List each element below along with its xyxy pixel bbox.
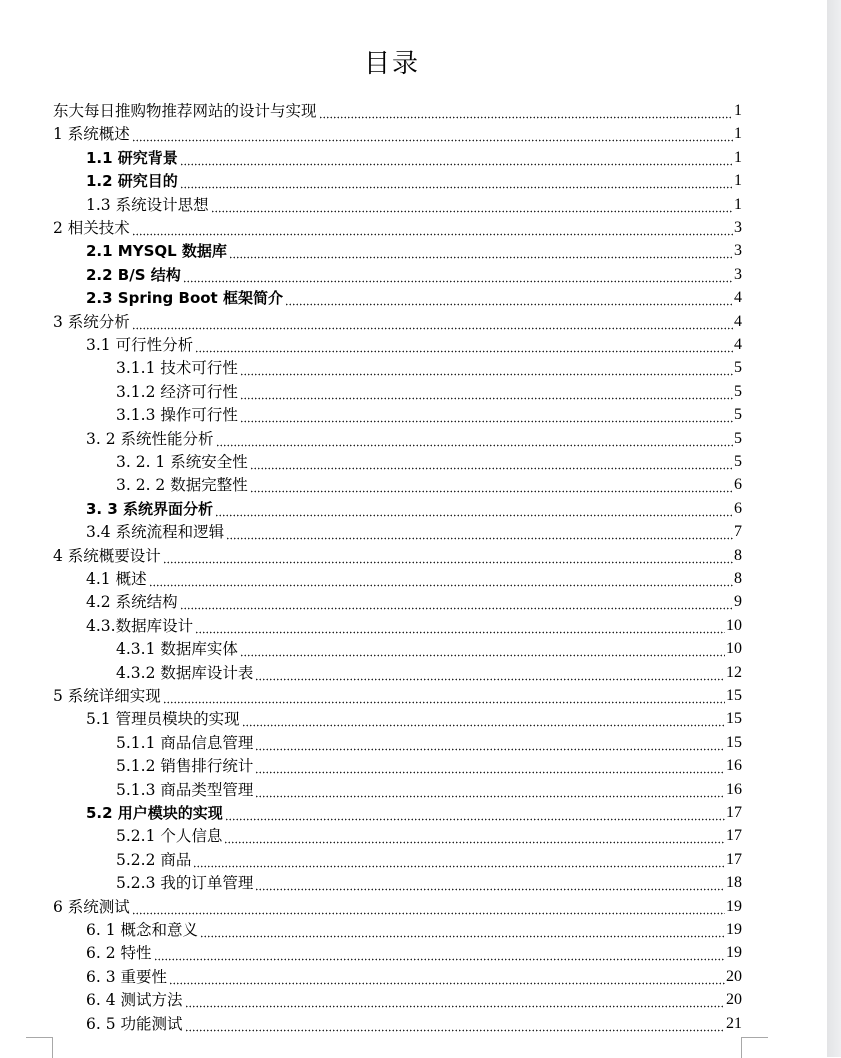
toc-entry-page-number: 20: [726, 991, 742, 1009]
toc-entry-label: 3. 2. 2 数据完整性: [116, 476, 248, 495]
toc-entry[interactable]: [86, 589, 742, 612]
toc-entry-label: 4.2 系统结构: [86, 593, 178, 612]
dot-leader: [240, 405, 733, 425]
toc-entry[interactable]: [116, 379, 742, 402]
dot-leader: [169, 967, 725, 987]
dot-leader: [193, 850, 725, 870]
toc-entry-page-number: 4: [734, 336, 742, 353]
toc-entry-page-number: 3: [734, 242, 742, 260]
toc-entry-label: 5.1.3 商品类型管理: [116, 780, 254, 799]
dot-leader: [149, 569, 733, 589]
page-corner-mark-right: [741, 1037, 768, 1058]
toc-entry[interactable]: [116, 823, 742, 846]
toc-entry-label: 5.2 用户模块的实现: [86, 804, 223, 822]
dot-leader: [154, 943, 725, 963]
toc-entry[interactable]: [86, 192, 742, 215]
toc-entry[interactable]: [116, 847, 742, 870]
toc-entry[interactable]: [116, 449, 742, 472]
toc-entry[interactable]: [116, 636, 742, 659]
toc-entry[interactable]: [53, 543, 742, 566]
dot-leader: [240, 358, 733, 378]
toc-entry-label: 3. 2. 1 系统安全性: [116, 453, 248, 471]
toc-entry-page-number: 5: [734, 453, 742, 470]
toc-entry-page-number: 8: [734, 546, 742, 564]
toc-entry-label: 3.4 系统流程和逻辑: [86, 523, 225, 542]
toc-entry-page-number: 8: [734, 570, 742, 587]
toc-entry[interactable]: [86, 332, 742, 355]
toc-entry-page-number: 16: [726, 757, 742, 775]
toc-entry[interactable]: [86, 1011, 742, 1034]
dot-leader: [255, 756, 725, 776]
toc-entry-label: 5.1.2 销售排行统计: [116, 757, 254, 776]
toc-entry-label: 3.1 可行性分析: [86, 336, 194, 354]
toc-entry[interactable]: [53, 309, 742, 332]
toc-entry-page-number: 5: [734, 359, 742, 377]
toc-entry-page-number: 20: [726, 967, 742, 985]
toc-entry[interactable]: [86, 168, 742, 191]
toc-entry-label: 1.1 研究背景: [86, 148, 178, 167]
toc-entry-label: 2.3 Spring Boot 框架简介: [86, 289, 283, 308]
dot-leader: [226, 522, 733, 542]
toc-entry-label: 3. 2 系统性能分析: [86, 429, 214, 448]
dot-leader: [183, 265, 733, 285]
toc-entry[interactable]: [53, 894, 742, 917]
toc-entry-label: 2.1 MYSQL 数据库: [86, 242, 227, 261]
toc-entry[interactable]: [116, 777, 742, 800]
toc-entry-label: 6. 3 重要性: [86, 967, 168, 986]
dot-leader: [132, 312, 733, 332]
dot-leader: [180, 592, 733, 612]
dot-leader: [185, 990, 725, 1010]
toc-entry-page-number: 18: [726, 874, 742, 892]
toc-entry-label: 4.3.数据库设计: [86, 616, 194, 635]
toc-entry-label: 4.3.1 数据库实体: [116, 640, 238, 659]
toc-entry-page-number: 6: [734, 499, 742, 517]
dot-leader: [255, 873, 725, 893]
toc-entry[interactable]: [116, 660, 742, 683]
toc-entry[interactable]: [86, 800, 742, 823]
toc-entry-label: 1.3 系统设计思想: [86, 195, 209, 214]
toc-entry[interactable]: [53, 215, 742, 238]
toc-entry-label: 1 系统概述: [53, 125, 130, 144]
dot-leader: [216, 429, 733, 449]
toc-entry[interactable]: [116, 870, 742, 893]
toc-entry-page-number: 5: [734, 429, 742, 447]
toc-entry-page-number: 17: [726, 850, 742, 868]
toc-entry-page-number: 3: [734, 265, 742, 283]
toc-entry-page-number: 15: [726, 710, 742, 728]
dot-leader: [285, 288, 733, 308]
dot-leader: [163, 686, 725, 706]
dot-leader: [195, 335, 733, 355]
dot-leader: [242, 709, 725, 729]
toc-entry-page-number: 17: [726, 827, 742, 845]
toc-entry-label: 5.1 管理员模块的实现: [86, 710, 240, 729]
toc-entry-page-number: 10: [726, 640, 742, 658]
toc-entry-page-number: 21: [726, 1014, 742, 1032]
toc-entry-label: 3.1.3 操作可行性: [116, 406, 238, 425]
dot-leader: [240, 382, 733, 402]
toc-entry[interactable]: [86, 987, 742, 1010]
toc-entry[interactable]: [86, 426, 742, 449]
dot-leader: [250, 475, 733, 495]
toc-entry-page-number: 16: [726, 780, 742, 798]
toc-entry[interactable]: [86, 519, 742, 542]
toc-entry-page-number: 9: [734, 593, 742, 611]
toc-entry[interactable]: [116, 355, 742, 378]
page-corner-mark-left: [26, 1037, 53, 1058]
toc-entry-label: 6. 5 功能测试: [86, 1014, 183, 1033]
toc-entry-page-number: 3: [734, 219, 742, 236]
dot-leader: [250, 452, 733, 472]
dot-leader: [132, 897, 725, 917]
toc-entry-label: 1.2 研究目的: [86, 172, 178, 191]
toc-entry[interactable]: [86, 145, 742, 168]
dot-leader: [132, 124, 733, 144]
toc-entry-label: 5 系统详细实现: [53, 687, 161, 705]
toc-entry-page-number: 15: [726, 733, 742, 751]
toc-entry-page-number: 4: [734, 289, 742, 307]
toc-entry[interactable]: [86, 964, 742, 987]
toc-entry-page-number: 19: [726, 944, 742, 962]
toc-entry-page-number: 12: [726, 663, 742, 681]
toc-entry-page-number: 4: [734, 312, 742, 330]
toc-entry-label: 6. 1 概念和意义: [86, 921, 199, 939]
dot-leader: [229, 241, 733, 261]
dot-leader: [132, 218, 733, 238]
toc-entry-page-number: 5: [734, 382, 742, 400]
dot-leader: [185, 1014, 725, 1034]
toc-entry-label: 6. 2 特性: [86, 944, 152, 963]
toc-entry[interactable]: [116, 730, 742, 753]
dot-leader: [215, 499, 733, 519]
dot-leader: [255, 733, 725, 753]
toc-title: 目录: [363, 49, 420, 79]
toc-entry[interactable]: [53, 98, 742, 121]
toc-entry[interactable]: [86, 917, 742, 940]
dot-leader: [163, 546, 733, 566]
toc-entry[interactable]: [86, 566, 742, 589]
dot-leader: [255, 663, 725, 683]
toc-entry-page-number: 1: [734, 102, 742, 119]
toc-entry-label: 6 系统测试: [53, 897, 130, 916]
dot-leader: [319, 101, 733, 121]
toc-entry[interactable]: [53, 121, 742, 144]
toc-entry-page-number: 7: [734, 523, 742, 541]
toc-entry[interactable]: [86, 496, 742, 519]
toc-entry-label: 4.3.2 数据库设计表: [116, 663, 254, 682]
dot-leader: [240, 639, 725, 659]
toc-entry-label: 5.2.3 我的订单管理: [116, 874, 254, 893]
toc-entry-label: 3.1.1 技术可行性: [116, 359, 238, 378]
toc-entry[interactable]: [116, 402, 742, 425]
toc-entry[interactable]: [86, 613, 742, 636]
toc-entry-label: 5.2.1 个人信息: [116, 827, 223, 846]
toc-entry[interactable]: [116, 753, 742, 776]
toc-entry-label: 5.2.2 商品: [116, 850, 192, 869]
toc-entry[interactable]: [86, 940, 742, 963]
toc-entry-label: 东大每日推购物推荐网站的设计与实现: [53, 102, 317, 120]
toc-entry-page-number: 15: [726, 687, 742, 704]
toc-entry-page-number: 19: [726, 897, 742, 915]
toc-entry-page-number: 5: [734, 406, 742, 424]
toc-entry-label: 3.1.2 经济可行性: [116, 382, 238, 401]
toc-entry-label: 5.1.1 商品信息管理: [116, 733, 254, 752]
dot-leader: [180, 171, 733, 191]
toc-entry-page-number: 10: [726, 616, 742, 634]
toc-entry-label: 2.2 B/S 结构: [86, 265, 181, 284]
dot-leader: [225, 803, 725, 823]
toc-entry-label: 3. 3 系统界面分析: [86, 499, 214, 518]
toc-entry[interactable]: [86, 262, 742, 285]
dot-leader: [211, 195, 733, 215]
toc-entry-page-number: 1: [734, 148, 742, 166]
toc-entry-page-number: 1: [734, 125, 742, 143]
toc-entry[interactable]: [116, 472, 742, 495]
toc-entry-label: 6. 4 测试方法: [86, 991, 183, 1010]
toc-entry-label: 4 系统概要设计: [53, 546, 161, 565]
toc-entry[interactable]: [86, 285, 742, 308]
toc-entry-label: 4.1 概述: [86, 570, 147, 588]
dot-leader: [224, 826, 725, 846]
toc-entry-page-number: 1: [734, 195, 742, 213]
toc-entry-page-number: 19: [726, 921, 742, 938]
toc-entry[interactable]: [53, 683, 742, 706]
toc-entry-label: 3 系统分析: [53, 312, 130, 331]
vertical-scrollbar[interactable]: [827, 0, 841, 1057]
toc-entry-page-number: 17: [726, 804, 742, 821]
dot-leader: [180, 148, 733, 168]
toc-entry[interactable]: [86, 238, 742, 261]
toc-entry-page-number: 6: [734, 476, 742, 494]
toc-entry-label: 2 相关技术: [53, 219, 130, 237]
dot-leader: [200, 920, 725, 940]
toc-entry[interactable]: [86, 706, 742, 729]
toc-entry-page-number: 1: [734, 172, 742, 190]
dot-leader: [255, 780, 725, 800]
dot-leader: [195, 616, 725, 636]
